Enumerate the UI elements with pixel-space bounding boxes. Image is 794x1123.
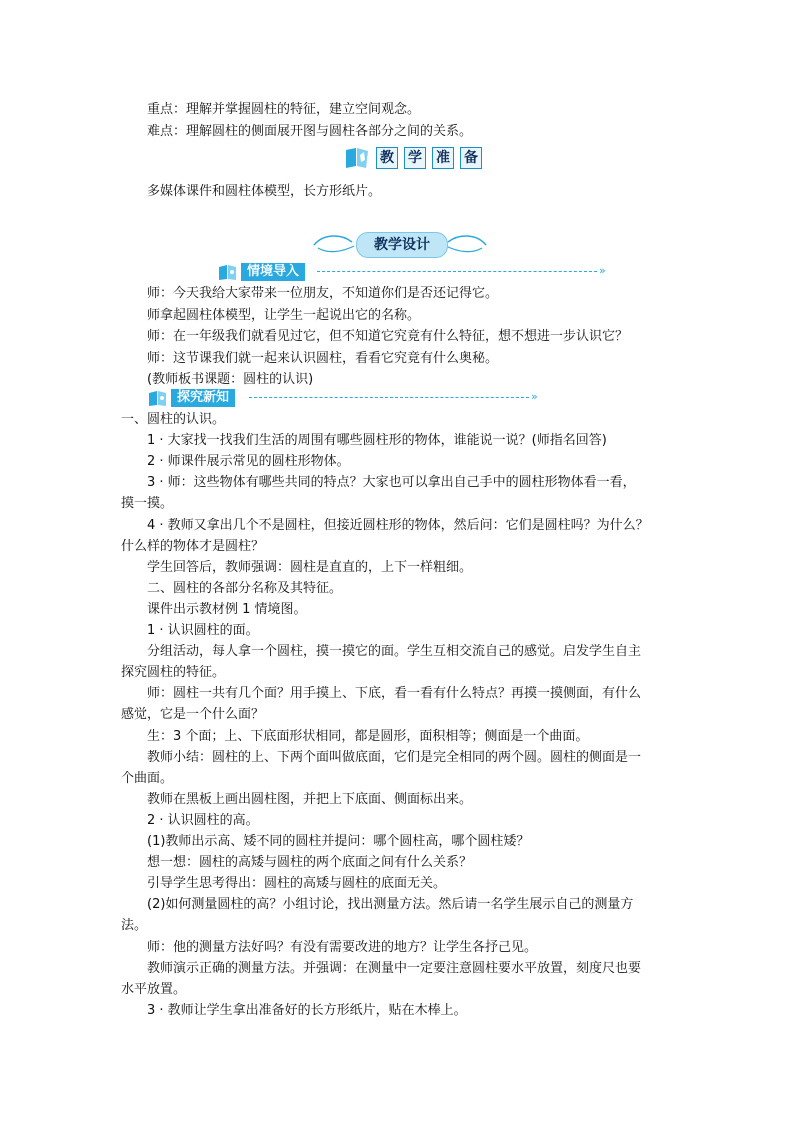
paragraph-line: 4 · 教师又拿出几个不是圆柱，但接近圆柱形的物体，然后问：它们是圆柱吗？为什么？ (147, 517, 649, 533)
paragraph-line: 法。 (121, 918, 148, 934)
paragraph-line: 个曲面。 (121, 770, 174, 786)
paragraph-line: 一、圆柱的认识。 (121, 412, 226, 427)
paragraph-line: 师：这节课我们就一起来认识圆柱，看看它究竟有什么奥秘。 (147, 350, 499, 366)
paragraph-line: 摸一摸。 (121, 496, 174, 512)
paragraph-line: 什么样的物体才是圆柱？ (121, 538, 265, 554)
dashed-divider (317, 271, 597, 272)
double-arrow-icon: » (599, 264, 606, 277)
paragraph-line: 引导学生思考得出：圆柱的高矮与圆柱的底面无关。 (147, 876, 447, 892)
paragraph-line: 师拿起圆柱体模型，让学生一起说出它的名称。 (147, 307, 421, 323)
paragraph-line: 课件出示教材例 1 情境图。 (147, 601, 307, 617)
design-banner (312, 230, 488, 258)
paragraph-line: 生：3 个面；上、下底面形状相同，都是圆形，面积相等；侧面是一个曲面。 (147, 728, 589, 744)
paragraph-line: 师：在一年级我们就看见过它，但不知道它究竟有什么特征，想不想进一步认识它？ (147, 329, 629, 344)
paragraph-line: 水平放置。 (121, 981, 187, 997)
dashed-divider (249, 397, 529, 398)
paragraph-line: 分组活动，每人拿一个圆柱，摸一摸它的面。学生互相交流自己的感觉。启发学生自主 (147, 644, 642, 660)
teaching-prep-icon (344, 146, 372, 170)
section-tag-label: 情境导入 (241, 263, 305, 281)
paragraph-line: 师：他的测量方法好吗？有没有需要改进的地方？让学生各抒己见。 (147, 939, 538, 955)
paragraph-line: 3 · 师：这些物体有哪些共同的特点？大家也可以拿出自己手中的圆柱形物体看一看， (147, 475, 636, 491)
section-tag-explore (147, 389, 538, 407)
key-point-text: 重点：理解并掌握圆柱的特征，建立空间观念。 (147, 102, 421, 117)
paragraph-line: 师：圆柱一共有几个面？用手摸上、下底，看一看有什么特点？再摸一摸侧面，有什么 (147, 686, 642, 702)
design-banner-title: 教学设计 (356, 232, 448, 258)
paragraph-line: 2 · 认识圆柱的高。 (147, 812, 259, 828)
prep-title-char: 准 (432, 147, 454, 169)
prep-title-char: 学 (404, 147, 426, 169)
paragraph-line: 教师演示正确的测量方法。并强调：在测量中一定要注意圆柱要水平放置，刻度尺也要 (147, 960, 642, 976)
paragraph-line: 教师在黑板上画出圆柱图，并把上下底面、侧面标出来。 (147, 791, 473, 807)
book-icon (147, 389, 169, 407)
paragraph-line: 探究圆柱的特征。 (121, 665, 226, 681)
double-arrow-icon: » (531, 390, 538, 403)
preparation-content: 多媒体课件和圆柱体模型，长方形纸片。 (147, 184, 382, 199)
book-icon (217, 263, 239, 281)
difficulty-text: 难点：理解圆柱的侧面展开图与圆柱各部分之间的关系。 (147, 124, 473, 139)
preparation-banner (344, 146, 482, 170)
prep-title-char: 教 (376, 147, 398, 169)
preparation-title (376, 147, 482, 169)
paragraph-line: 3 · 教师让学生拿出准备好的长方形纸片，贴在木棒上。 (147, 1002, 467, 1018)
section-tag-label: 探究新知 (171, 389, 235, 407)
paragraph-line: 1 · 大家找一找我们生活的周围有哪些圆柱形的物体，谁能说一说？(师指名回答) (147, 433, 607, 449)
paragraph-line: 教师小结：圆柱的上、下两个面叫做底面，它们是完全相同的两个圆。圆柱的侧面是一 (147, 749, 642, 765)
paragraph-line: 感觉，它是一个什么面？ (121, 707, 265, 723)
prep-title-char: 备 (460, 147, 482, 169)
paragraph-line: 师：今天我给大家带来一位朋友，不知道你们是否还记得它。 (147, 286, 499, 301)
paragraph-line: 学生回答后，教师强调：圆柱是直直的，上下一样粗细。 (147, 559, 473, 575)
section-tag-intro (217, 263, 606, 281)
paragraph-line: 想一想：圆柱的高矮与圆柱的两个底面之间有什么关系？ (147, 855, 473, 871)
paragraph-line: 2 · 师课件展示常见的圆柱形物体。 (147, 454, 350, 470)
paragraph-line: (教师板书课题：圆柱的认识) (147, 372, 314, 387)
paragraph-line: (2)如何测量圆柱的高？小组讨论，找出测量方法。然后请一名学生展示自己的测量方 (147, 897, 634, 913)
paragraph-line: (1)教师出示高、矮不同的圆柱并提问：哪个圆柱高，哪个圆柱矮？ (147, 834, 530, 849)
paragraph-line: 二、圆柱的各部分名称及其特征。 (147, 580, 343, 596)
paragraph-line: 1 · 认识圆柱的面。 (147, 623, 259, 638)
